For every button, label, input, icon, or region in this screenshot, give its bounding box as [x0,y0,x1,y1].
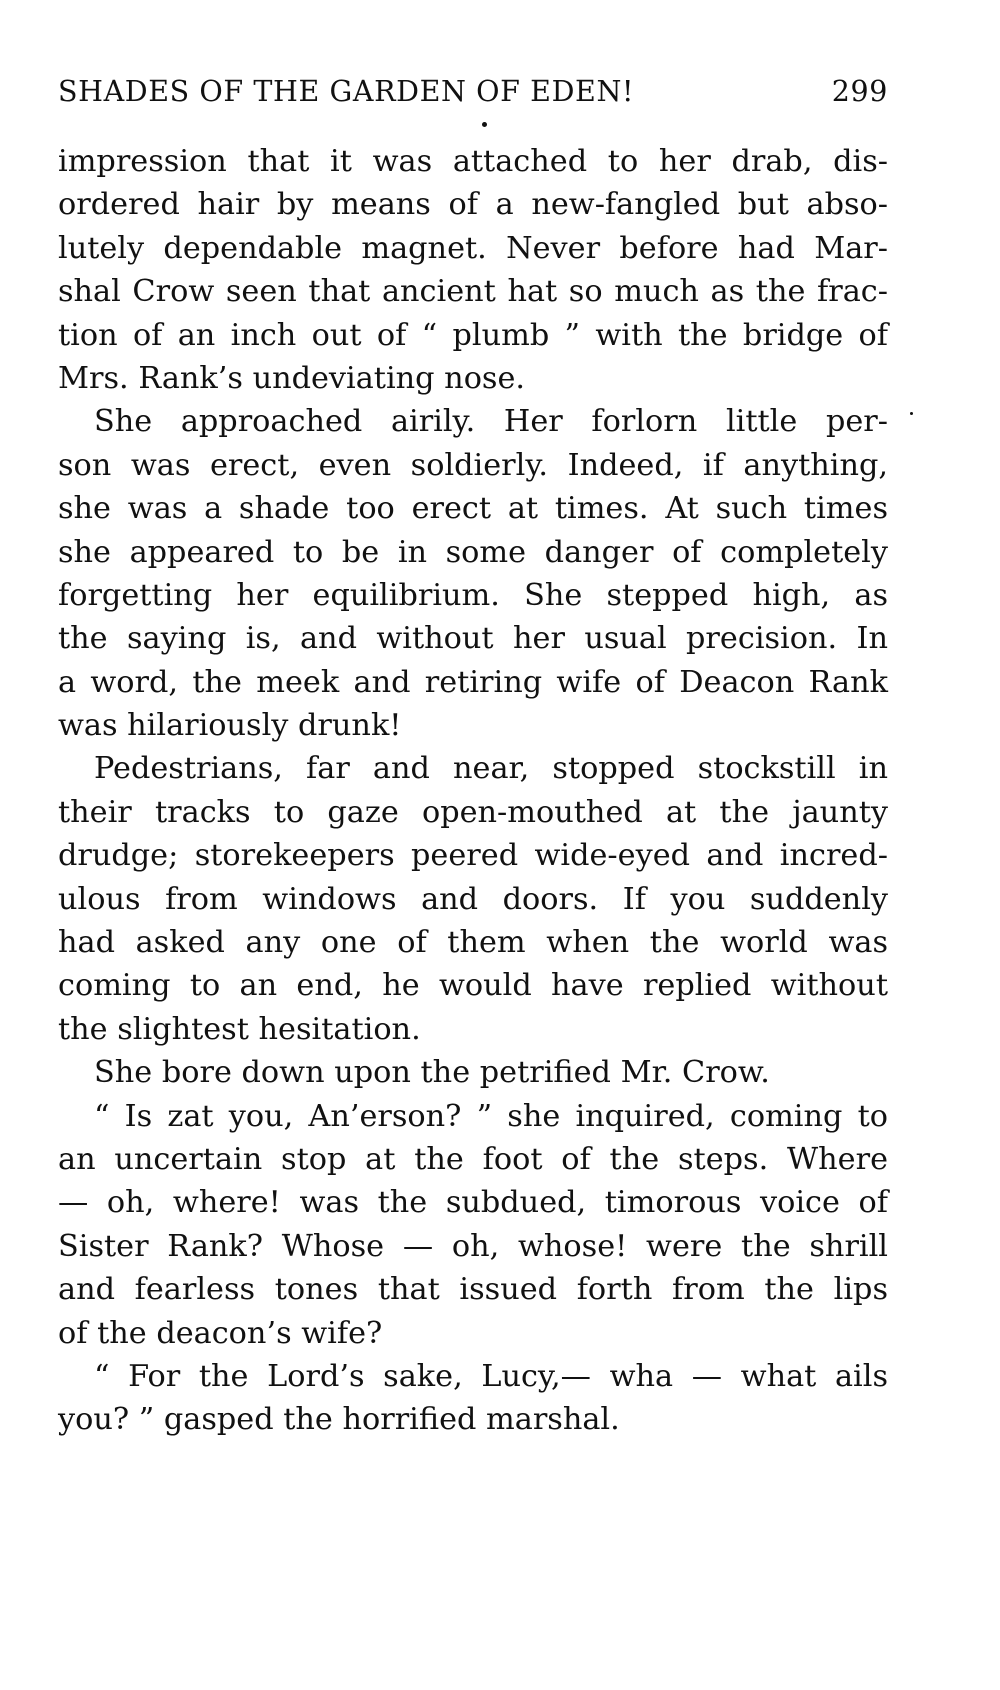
running-head [58,72,888,112]
book-page [58,0,888,1690]
text-line: forgetting her equilibrium. She stepped high, as [58,577,888,613]
body-text [58,140,888,1442]
text-line: ordered hair by means of a new-fangled but abso- [58,187,888,223]
text-line: was hilariously drunk! [58,708,402,744]
paragraph [58,140,888,400]
text-line: shal Crow seen that ancient hat so much as the frac- [58,274,888,310]
print-speck [482,122,487,127]
text-line: she was a shade too erect at times. At such times [58,491,888,527]
text-line: you? ” gasped the horrified marshal. [58,1402,620,1438]
print-speck [910,412,913,415]
text-line: and fearless tones that issued forth from the lips [58,1272,888,1308]
text-line: tion of an inch out of “ plumb ” with the bridge of [58,317,888,353]
text-line: had asked any one of them when the world was [58,925,888,961]
running-title: SHADES OF THE GARDEN OF EDEN! [58,75,635,108]
paragraph [58,1051,888,1094]
text-line: — oh, where! was the subdued, timorous voice of [58,1185,888,1221]
paragraph [58,1095,888,1355]
text-line: She approached airily. Her forlorn little per- [94,404,888,440]
text-line: the saying is, and without her usual precision. In [58,621,888,657]
text-line: Sister Rank? Whose — oh, whose! were the shrill [58,1228,888,1264]
text-line: son was erect, even soldierly. Indeed, if anything, [58,447,888,483]
text-line: a word, the meek and retiring wife of Deacon Rank [58,664,888,700]
text-line: coming to an end, he would have replied without [58,968,888,1004]
text-line: Pedestrians, far and near, stopped stockstill in [94,751,888,787]
paragraph [58,747,888,1051]
text-line: of the deacon’s wife? [58,1315,383,1351]
text-line: drudge; storekeepers peered wide-eyed and incred- [58,838,888,874]
text-line: impression that it was attached to her drab, dis- [58,144,888,179]
text-line: the slightest hesitation. [58,1011,421,1047]
text-line: their tracks to gaze open-mouthed at the jaunty [58,794,888,830]
text-line: “ For the Lord’s sake, Lucy,— wha — what ails [94,1358,888,1394]
paragraph [58,1355,888,1442]
page-number: 299 [831,75,888,108]
paragraph [58,400,888,747]
text-line: ulous from windows and doors. If you suddenly [58,881,888,917]
text-line: Mrs. Rank’s undeviating nose. [58,360,526,396]
text-line: “ Is zat you, An’erson? ” she inquired, coming to [94,1098,888,1134]
text-line: lutely dependable magnet. Never before had Mar- [58,230,888,266]
text-line: She bore down upon the petrified Mr. Crow. [94,1055,770,1091]
text-line: an uncertain stop at the foot of the steps. Where [58,1141,888,1177]
text-line: she appeared to be in some danger of completely [58,534,888,570]
